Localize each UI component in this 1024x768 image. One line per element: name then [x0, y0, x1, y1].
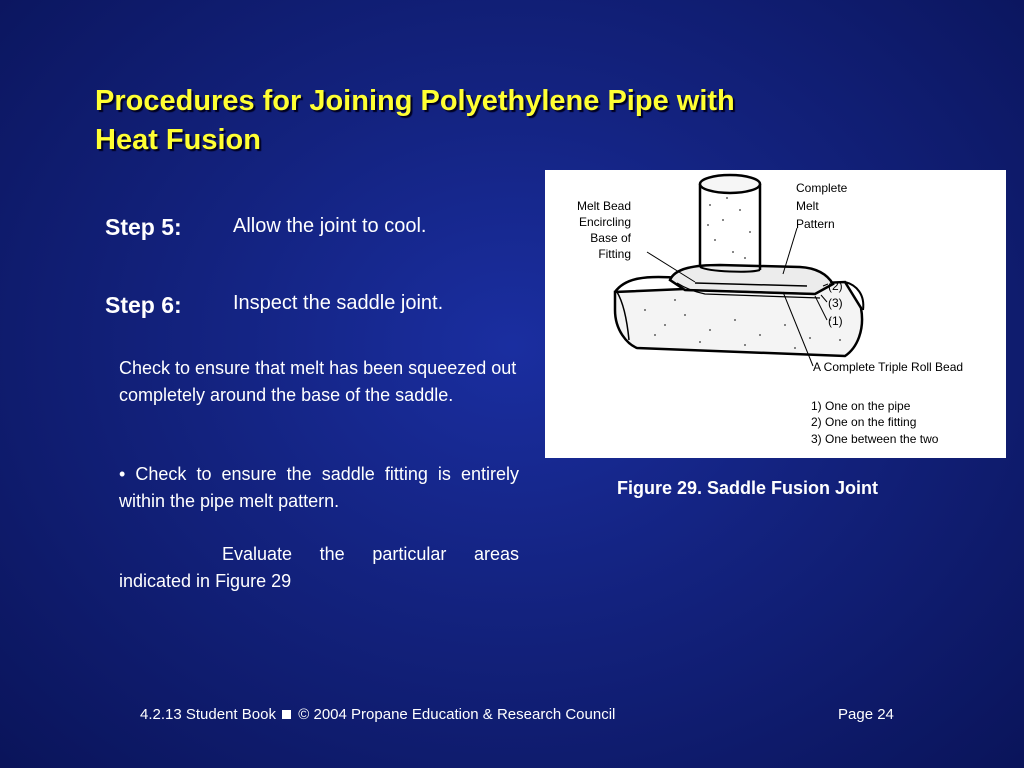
- evaluate-paragraph: Evaluate the particular areas indicated in Figure 29: [119, 544, 519, 591]
- figure-caption: Figure 29. Saddle Fusion Joint: [617, 478, 879, 498]
- check-fitting-text: Check to ensure the saddle fitting is entirely within the pipe melt pattern.: [119, 464, 519, 511]
- figure-label-melt-bead-3: Base of: [590, 231, 631, 245]
- figure-label-melt-bead-1: Melt Bead: [576, 199, 631, 213]
- figure-marker-2: (2): [828, 279, 843, 293]
- bullet-icon: •: [119, 464, 126, 484]
- figure-label-melt-bead-2: Encircling: [578, 215, 631, 229]
- page-number: Page 24: [838, 706, 894, 723]
- slide-title-line-1: Procedures for Joining Polyethylene Pipe with: [95, 85, 735, 117]
- check-fitting-paragraph: [119, 461, 519, 515]
- figure-label-complete-3: Pattern: [796, 217, 835, 231]
- footer: [140, 706, 615, 723]
- figure-triple-roll-label: A Complete Triple Roll Bead: [813, 360, 964, 374]
- step-6-text: Inspect the saddle joint.: [233, 292, 444, 314]
- figure-label-complete-1: Complete: [796, 181, 848, 195]
- figure-legend-1: 1) One on the pipe: [811, 399, 911, 413]
- square-bullet-icon: [282, 710, 291, 719]
- step-6-label: Step 6:: [105, 292, 182, 318]
- footer-copyright: © 2004 Propane Education & Research Council: [298, 706, 616, 723]
- step-5-label: Step 5:: [105, 214, 182, 240]
- check-melt-paragraph: Check to ensure that melt has been squeezed out completely around the base of the saddle.: [119, 358, 517, 405]
- slide-title: [95, 82, 895, 160]
- footer-book: 4.2.13 Student Book: [140, 706, 276, 723]
- figure-legend-2: 2) One on the fitting: [811, 415, 917, 429]
- step-5-text: Allow the joint to cool.: [233, 215, 427, 237]
- figure-label-complete-2: Melt: [796, 199, 819, 213]
- figure-marker-1: (1): [828, 314, 843, 328]
- slide-title-line-2: Heat Fusion: [95, 124, 261, 156]
- figure-marker-3: (3): [828, 296, 843, 310]
- figure-label-melt-bead-4: Fitting: [598, 247, 631, 261]
- figure-29-image: [545, 170, 1006, 458]
- figure-legend-3: 3) One between the two: [811, 432, 939, 446]
